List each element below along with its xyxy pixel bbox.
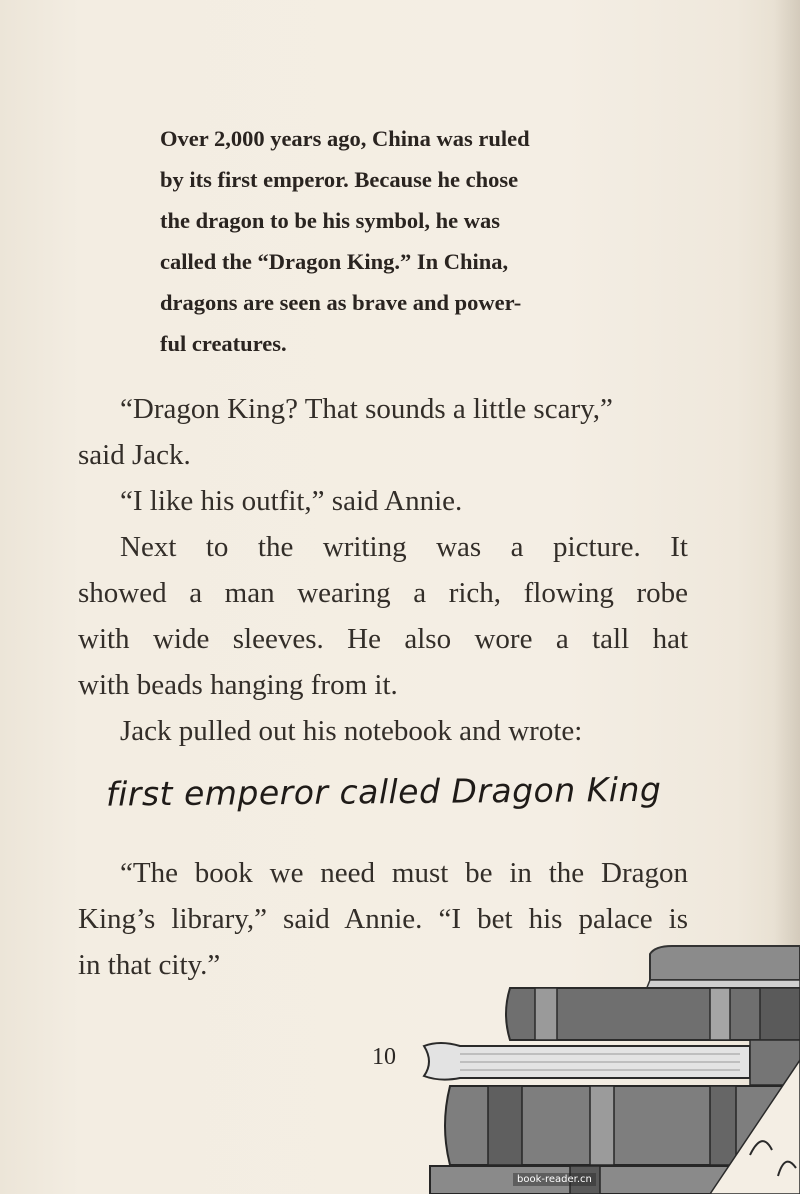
sidebar-line: ful creatures. xyxy=(160,331,287,356)
sidebar-line: called the “Dragon King.” In China, xyxy=(160,249,509,274)
story-line: “I like his outfit,” said Annie. xyxy=(120,485,463,517)
story-line: with wide sleeves. He also wore a tall hat xyxy=(78,623,688,655)
story-line: King’s library,” said Annie. “I bet his palace is xyxy=(78,903,688,935)
story-line: in that city.” xyxy=(78,949,221,981)
notebook-handwriting: first emperor called Dragon King xyxy=(105,769,662,814)
story-line: “Dragon King? That sounds a little scary,” xyxy=(120,393,613,425)
watermark: book-reader.cn xyxy=(513,1173,596,1186)
story-line: said Jack. xyxy=(78,439,191,471)
story-line: Next to the writing was a picture. It xyxy=(120,531,688,563)
story-line: showed a man wearing a rich, flowing robe xyxy=(78,577,688,609)
page-number: 10 xyxy=(372,1044,396,1070)
story-line: “The book we need must be in the Dragon xyxy=(120,857,688,889)
sidebar-line: the dragon to be his symbol, he was xyxy=(160,208,501,233)
sidebar-line: Over 2,000 years ago, China was ruled xyxy=(160,126,530,151)
story-paragraphs-top xyxy=(78,386,688,754)
sidebar-line: dragons are seen as brave and power- xyxy=(160,290,522,315)
story-line: with beads hanging from it. xyxy=(78,669,398,701)
story-line: Jack pulled out his notebook and wrote: xyxy=(120,715,583,747)
sidebar-line: by its first emperor. Because he chose xyxy=(160,167,519,192)
sidebar-note xyxy=(160,118,620,364)
stack-of-books-icon xyxy=(410,940,800,1194)
